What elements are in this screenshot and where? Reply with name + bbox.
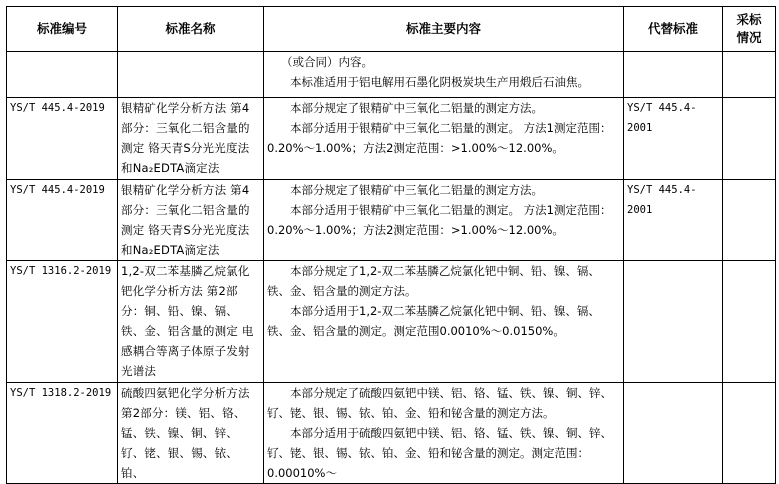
header-name: 标准名称 [118, 7, 264, 52]
cell-replaces: YS/T 445.4-2001 [624, 180, 723, 261]
cell-content [264, 180, 624, 261]
cell-code: YS/T 1316.2-2019 [7, 261, 118, 383]
cell-content [264, 261, 624, 383]
header-content: 标准主要内容 [264, 7, 624, 52]
cell-adopt [723, 98, 776, 180]
cell-replaces [624, 52, 723, 98]
header-row [7, 7, 776, 52]
cell-content [264, 98, 624, 180]
cell-name [118, 52, 264, 98]
cell-replaces: YS/T 445.4-2001 [624, 98, 723, 180]
content-line: 本部分适用于硫酸四氨钯中镁、铝、铬、锰、铁、镍、铜、锌、钌、铑、银、锡、铱、铂、金、铅和铋含量的测定。测定范围：0.00010%～ [267, 426, 612, 480]
cell-adopt [723, 180, 776, 261]
header-code: 标准编号 [7, 7, 118, 52]
content-line: 本标准适用于铝电解用石墨化阴极炭块生产用煅后石油焦。 [290, 75, 589, 89]
cell-adopt [723, 261, 776, 383]
content-line: （或合同）内容。 [281, 55, 373, 69]
cell-code: YS/T 445.4-2019 [7, 98, 118, 180]
content-line: 本部分适用于银精矿中三氧化二铝量的测定。 方法1测定范围：0.20%～1.00%；方法2测定范围：>1.00%～12.00%。 [267, 203, 612, 237]
content-line: 本部分规定了银精矿中三氧化二铝量的测定方法。 [290, 101, 543, 115]
table-row [7, 383, 776, 484]
cell-name: 1,2-双二苯基膦乙烷氯化钯化学分析方法 第2部分：铜、铅、镍、镉、铁、金、铝含量的测定 电感耦合等离子体原子发射光谱法 [118, 261, 264, 383]
table-row [7, 261, 776, 383]
standards-table [6, 6, 776, 484]
cell-adopt [723, 383, 776, 484]
content-line: 本部分规定了1,2-双二苯基膦乙烷氯化钯中铜、铅、镍、镉、铁、金、铝含量的测定方法。 [267, 264, 600, 298]
cell-code [7, 52, 118, 98]
cell-adopt [723, 52, 776, 98]
header-adopt-label: 采标情况 [736, 12, 762, 45]
header-adopt [723, 7, 776, 52]
cell-code: YS/T 1318.2-2019 [7, 383, 118, 484]
content-line: 本部分适用于银精矿中三氧化二铝量的测定。 方法1测定范围：0.20%～1.00%；方法2测定范围：>1.00%～12.00%。 [267, 121, 612, 155]
content-line: 本部分规定了银精矿中三氧化二铝量的测定方法。 [290, 183, 543, 197]
cell-name: 硫酸四氨钯化学分析方法 第2部分：镁、铝、铬、锰、铁、镍、铜、锌、钌、铑、银、锡、铱、铂、 [118, 383, 264, 484]
cell-replaces [624, 383, 723, 484]
cell-content [264, 52, 624, 98]
cell-replaces [624, 261, 723, 383]
table-row [7, 98, 776, 180]
cell-name: 银精矿化学分析方法 第4部分：三氧化二铝含量的测定 铬天青S分光光度法和Na₂EDTA滴定法 [118, 180, 264, 261]
table-row [7, 180, 776, 261]
header-replaces: 代替标准 [624, 7, 723, 52]
cell-name: 银精矿化学分析方法 第4部分：三氧化二铝含量的测定 铬天青S分光光度法和Na₂EDTA滴定法 [118, 98, 264, 180]
cell-code: YS/T 445.4-2019 [7, 180, 118, 261]
table-row [7, 52, 776, 98]
cell-content [264, 383, 624, 484]
content-line: 本部分适用于1,2-双二苯基膦乙烷氯化钯中铜、铅、镍、镉、铁、金、铝含量的测定。测定范围0.0010%～0.0150%。 [267, 304, 600, 338]
content-line: 本部分规定了硫酸四氨钯中镁、铝、铬、锰、铁、镍、铜、锌、钌、铑、银、锡、铱、铂、金、铅和铋含量的测定方法。 [267, 386, 612, 420]
